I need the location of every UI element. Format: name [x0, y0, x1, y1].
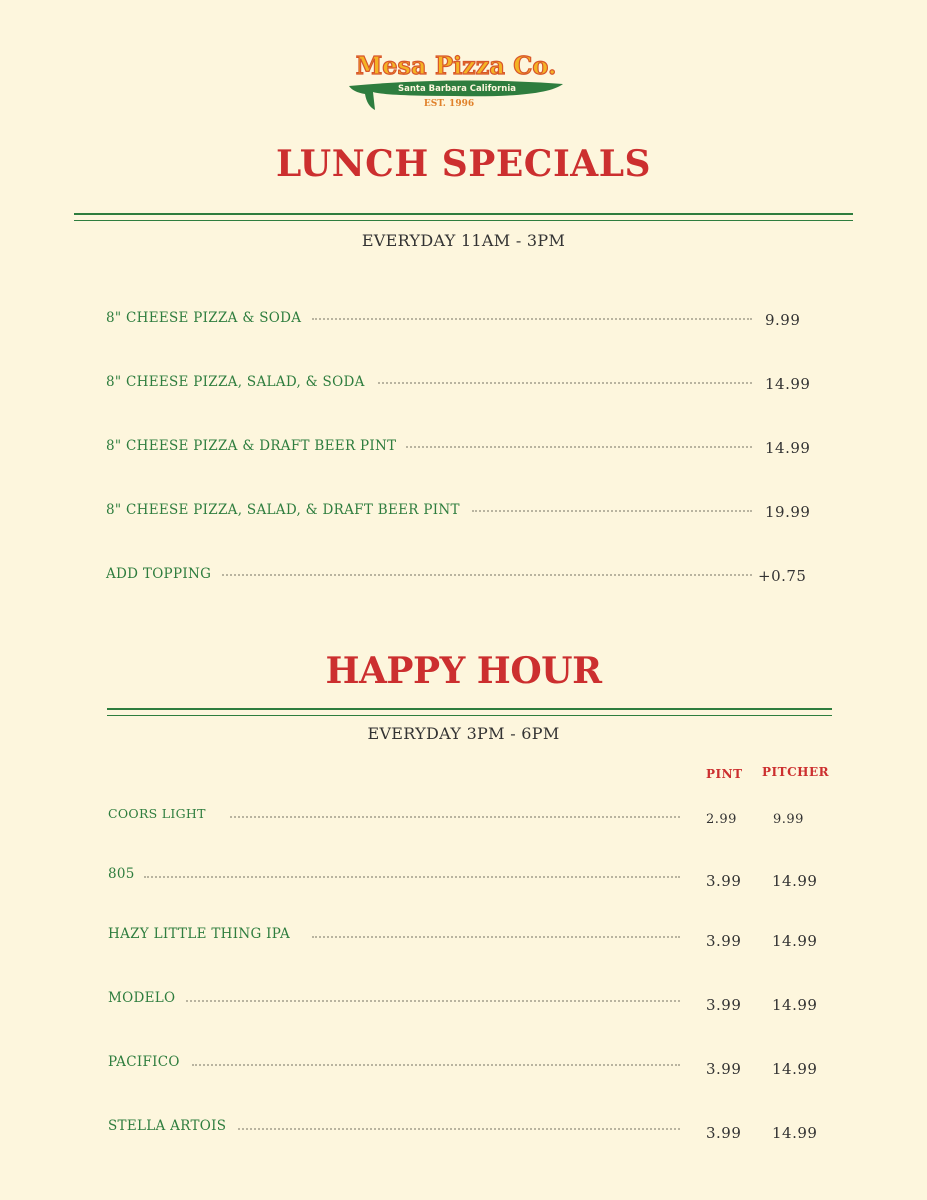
happy-hour-item-name: MODELO [108, 990, 176, 1006]
happy-hour-pint-price: 3.99 [706, 1060, 742, 1078]
happy-hour-item-leader [186, 1000, 680, 1002]
mesa-pizza-logo [345, 50, 567, 112]
logo-est: EST. 1996 [423, 99, 475, 109]
happy-hour-pitcher-price: 14.99 [772, 872, 818, 890]
lunch-item-price: +0.75 [758, 567, 807, 585]
happy-hour-item-leader [144, 876, 680, 878]
lunch-item-name: 8" CHEESE PIZZA, SALAD, & DRAFT BEER PINT [106, 502, 460, 518]
happy-hour-hours: EVERYDAY 3PM - 6PM [367, 724, 560, 743]
happy-hour-pitcher-price: 14.99 [772, 932, 818, 950]
lunch-divider [74, 213, 853, 221]
happy-hour-pint-price: 3.99 [706, 932, 742, 950]
happy-hour-item-name: STELLA ARTOIS [108, 1118, 227, 1134]
lunch-item-price: 19.99 [765, 503, 811, 521]
happy-hour-item-name: PACIFICO [108, 1054, 180, 1070]
lunch-item-name: 8" CHEESE PIZZA & SODA [106, 310, 302, 326]
lunch-item-leader [378, 382, 752, 384]
lunch-item-leader [222, 574, 752, 576]
happy-hour-pint-price: 3.99 [706, 872, 742, 890]
happy-hour-item-leader [238, 1128, 680, 1130]
lunch-item-price: 14.99 [765, 439, 811, 457]
lunch-item-name: 8" CHEESE PIZZA, SALAD, & SODA [106, 374, 365, 390]
happy-hour-divider [107, 708, 832, 716]
happy-hour-item-name: 805 [108, 866, 135, 882]
logo-wordmark: Mesa Pizza Co. [355, 51, 557, 80]
happy-hour-item-name: COORS LIGHT [108, 806, 206, 821]
lunch-item-leader [406, 446, 752, 448]
happy-hour-item-leader [312, 936, 680, 938]
lunch-item-price: 14.99 [765, 375, 811, 393]
lunch-item-name: 8" CHEESE PIZZA & DRAFT BEER PINT [106, 438, 397, 454]
happy-hour-pint-price: 3.99 [706, 996, 742, 1014]
pint-column-header: PINT [706, 767, 743, 781]
happy-hour-item-leader [192, 1064, 680, 1066]
happy-hour-pitcher-price: 9.99 [773, 812, 804, 827]
happy-hour-pitcher-price: 14.99 [772, 1124, 818, 1142]
lunch-item-price: 9.99 [765, 311, 801, 329]
logo-tagline: Santa Barbara California [397, 84, 517, 94]
happy-hour-pitcher-price: 14.99 [772, 996, 818, 1014]
lunch-hours: EVERYDAY 11AM - 3PM [361, 231, 566, 250]
pitcher-column-header: PITCHER [762, 765, 830, 779]
lunch-specials-title: LUNCH SPECIALS [275, 143, 652, 185]
lunch-item-leader [472, 510, 752, 512]
happy-hour-pint-price: 2.99 [706, 812, 737, 827]
lunch-item-name: ADD TOPPING [106, 566, 212, 582]
happy-hour-title: HAPPY HOUR [325, 650, 602, 692]
happy-hour-item-leader [230, 816, 680, 818]
happy-hour-pitcher-price: 14.99 [772, 1060, 818, 1078]
lunch-item-leader [312, 318, 752, 320]
happy-hour-item-name: HAZY LITTLE THING IPA [108, 926, 290, 942]
happy-hour-pint-price: 3.99 [706, 1124, 742, 1142]
